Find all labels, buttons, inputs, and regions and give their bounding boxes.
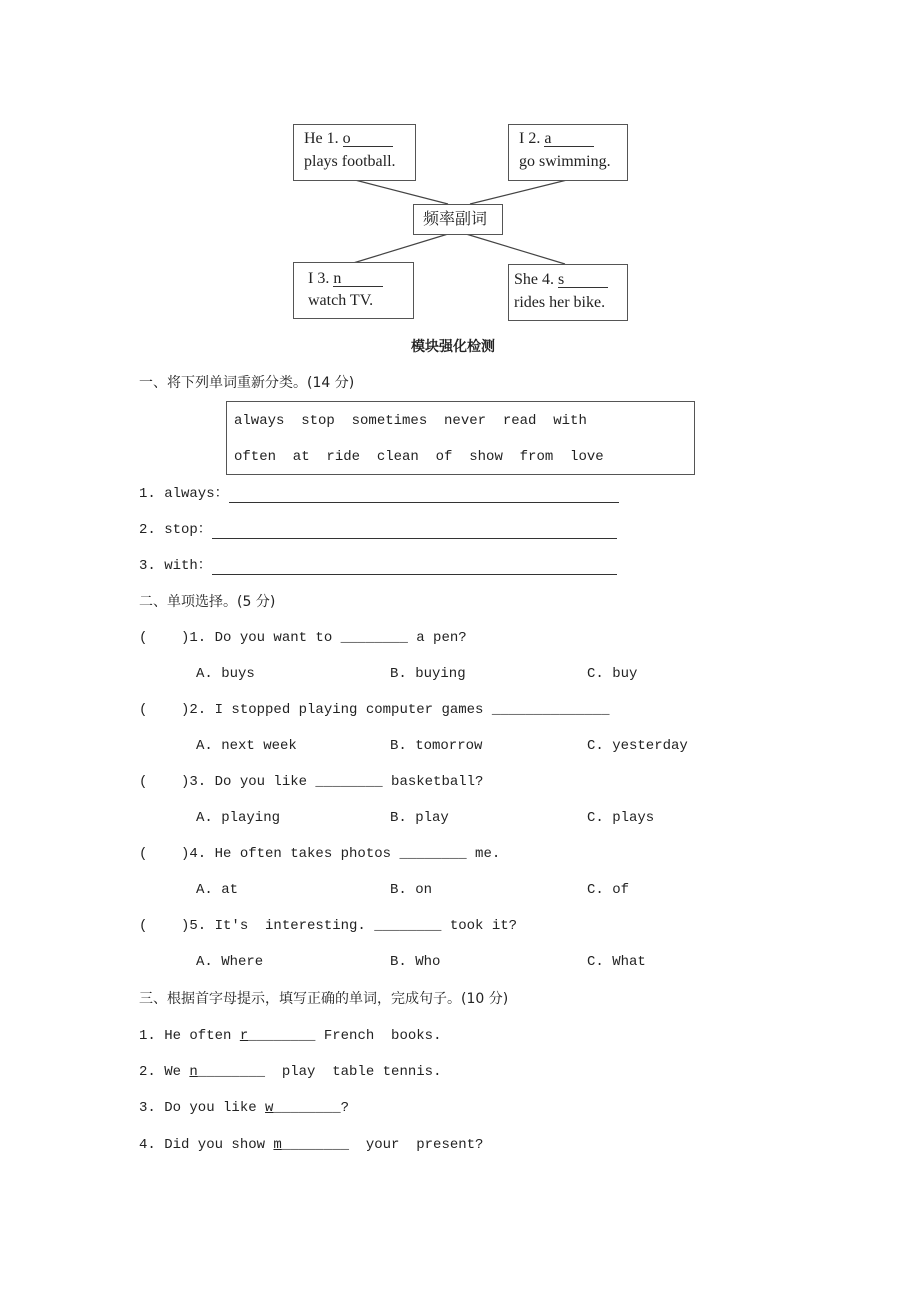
box-text: She 4. (514, 271, 558, 288)
hint-letter: w (265, 1100, 274, 1116)
question-stem: ( )5. It's interesting. ________ took it? (139, 918, 518, 934)
answer-line[interactable] (212, 560, 617, 575)
fill-text: ________ your present? (281, 1137, 484, 1153)
page-title: 模块强化检测 (411, 339, 495, 355)
fill-item (139, 1136, 483, 1154)
diagram-box-4 (508, 264, 628, 321)
fill-item (139, 1063, 441, 1081)
word-row: always stop sometimes never read with (234, 413, 587, 429)
option-b[interactable]: B. on (390, 882, 433, 898)
answer-line[interactable] (229, 488, 619, 503)
option-a[interactable]: A. next week (196, 738, 297, 754)
option-a[interactable]: A. Where (196, 954, 264, 970)
option-a[interactable]: A. playing (196, 810, 281, 826)
box-text: I 3. (308, 270, 334, 287)
option-c[interactable]: C. buy (587, 666, 638, 682)
option-c[interactable]: C. What (587, 954, 646, 970)
fill-text: ________? (273, 1100, 350, 1116)
hint-letter: n (189, 1064, 198, 1080)
option-c[interactable]: C. yesterday (587, 738, 688, 754)
question-stem: ( )1. Do you want to ________ a pen? (139, 630, 467, 646)
option-b[interactable]: B. Who (390, 954, 441, 970)
item-label: 3. with： (139, 558, 212, 574)
box-text: plays football. (304, 153, 396, 170)
fill-item (139, 1027, 441, 1045)
section1-heading: 一、将下列单词重新分类。(14 分) (139, 375, 355, 391)
option-b[interactable]: B. play (390, 810, 449, 826)
box-text: watch TV. (308, 292, 374, 309)
center-label: 频率副词 (423, 209, 488, 228)
section3-heading: 三、根据首字母提示，填写正确的单词，完成句子。(10 分) (139, 991, 509, 1007)
diagram-connectors (0, 0, 920, 340)
word-box (226, 401, 695, 475)
option-b[interactable]: B. buying (390, 666, 466, 682)
box-text: rides her bike. (514, 294, 606, 311)
blank: n (333, 271, 383, 287)
question-stem: ( )3. Do you like ________ basketball? (139, 774, 484, 790)
diagram-box-1 (293, 124, 416, 181)
section2-heading: 二、单项选择。(5 分) (139, 594, 276, 610)
hint-letter: m (273, 1137, 282, 1153)
blank: s (558, 272, 608, 288)
fill-text: 3. Do you like (139, 1100, 266, 1116)
item-label: 2. stop： (139, 522, 212, 538)
answer-line[interactable] (212, 524, 617, 539)
word-row: often at ride clean of show from love (234, 449, 604, 465)
fill-text: ________ play table tennis. (197, 1064, 442, 1080)
option-c[interactable]: C. of (587, 882, 630, 898)
option-a[interactable]: A. at (196, 882, 239, 898)
box-text: I 2. (519, 130, 545, 147)
hint-letter: r (239, 1028, 249, 1044)
fill-item (139, 1099, 349, 1117)
diagram-box-3 (293, 262, 414, 319)
fill-text: 2. We (139, 1064, 190, 1080)
fill-text: 1. He often (139, 1028, 240, 1044)
diagram-box-2 (508, 124, 628, 181)
question-stem: ( )2. I stopped playing computer games ______________ (139, 702, 610, 718)
fill-text: 4. Did you show (139, 1137, 274, 1153)
option-a[interactable]: A. buys (196, 666, 255, 682)
box-text: He 1. (304, 130, 343, 147)
blank: a (544, 131, 594, 147)
option-c[interactable]: C. plays (587, 810, 655, 826)
blank: o (343, 131, 393, 147)
item-label: 1. always： (139, 486, 229, 502)
option-b[interactable]: B. tomorrow (390, 738, 483, 754)
question-stem: ( )4. He often takes photos ________ me. (139, 846, 501, 862)
diagram-center (413, 204, 503, 235)
box-text: go swimming. (519, 153, 611, 170)
fill-text: ________ French books. (248, 1028, 442, 1044)
